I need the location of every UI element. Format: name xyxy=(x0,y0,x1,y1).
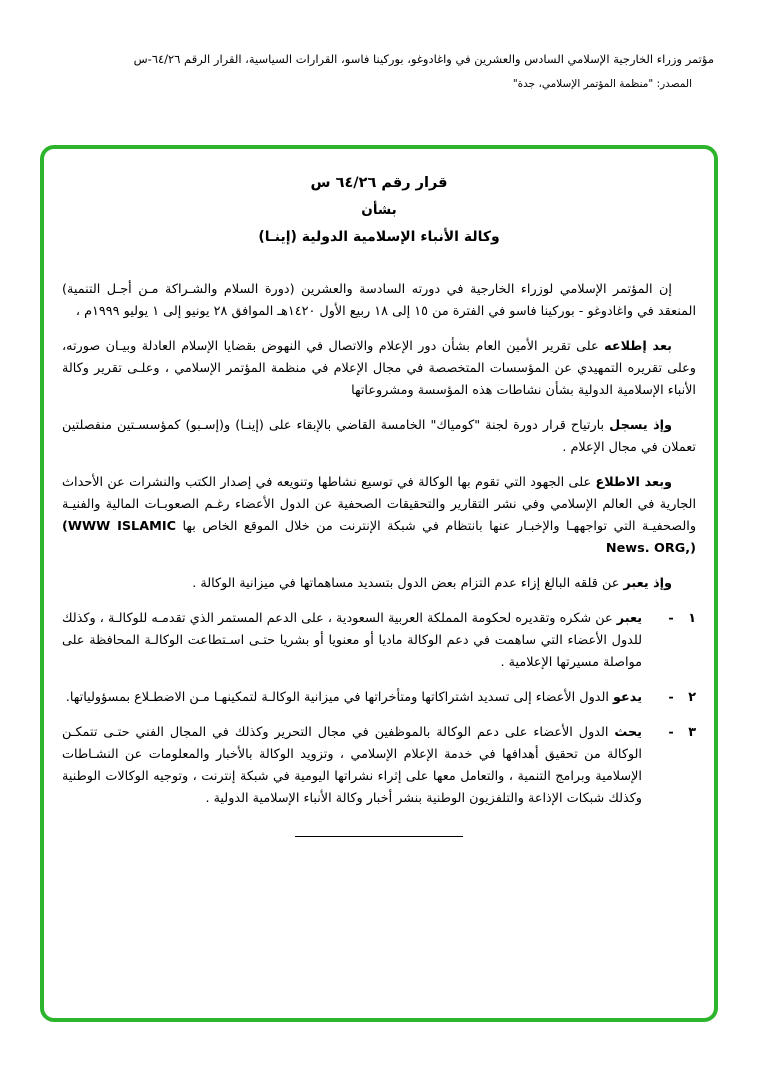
item-body: عن شكره وتقديره لحكومة المملكة العربية السعودية ، على الدعم المستمر الذي تقدمـه للوكالـة ، وكذلك للدول الأعضاء التي ساهمت في دعم الوكالة ماديا أو معنويا أو بشريا حتـى اسـتطاعت الوكالـة المحافظة على مواصلة مسيرتها الإعلامية . xyxy=(62,611,642,670)
paragraph-lead: بعد إطلاعه xyxy=(604,339,672,354)
website-url-text: (WWW ISLAMIC News. ORG,) xyxy=(62,519,696,556)
end-divider xyxy=(295,836,463,837)
item-text xyxy=(62,608,642,674)
item-number: ٢ - xyxy=(668,690,696,705)
list-item xyxy=(62,608,696,674)
item-number: ٣ - xyxy=(668,725,696,740)
header-publisher-line: المصدر: "منظمة المؤتمر الإسلامي، جدة" xyxy=(512,78,692,90)
paragraph-expressing-concern xyxy=(62,573,696,595)
paragraph-having-reviewed-efforts xyxy=(62,472,696,560)
item-lead: يدعو xyxy=(613,690,642,705)
item-lead: يعبر xyxy=(616,611,642,626)
header-source-line: مؤتمر وزراء الخارجية الإسلامي السادس والعشرين في واغادوغو، بوركينا فاسو، القرارات السياسية، القرار الرقم ٦٤/٢٦-س xyxy=(133,52,714,66)
list-item xyxy=(62,687,696,709)
paragraph-text: على الجهود التي تقوم بها الوكالة في توسيع نشاطها وتنويعه في إصدار الكتب والنشرات عن الأحداث الجارية في العالم الإسلامي وفي نشر التقارير والتحقيقات الصحفية عن الدول الأعضاء رغـم الصعوبـات المالية والفنيـة والصحفيـة التي تواجههـا والإخبـار عنها بانتظام في شبكة الإنترنت من خلال الموقع الخاص بها xyxy=(62,475,696,534)
paragraph-after-review xyxy=(62,336,696,402)
paragraph-preamble xyxy=(62,279,696,323)
item-body: الدول الأعضاء إلى تسديد اشتراكاتها ومتأخراتها في ميزانية الوكالـة لتمكينهـا مـن الاضطـلاع بمسؤولياتها. xyxy=(65,690,609,705)
paragraph-text: عن قلقه البالغ إزاء عدم التزام بعض الدول بتسديد مساهماتها في ميزانية الوكالة . xyxy=(192,576,620,591)
document-body xyxy=(44,149,714,837)
resolution-subject-title: وكالة الأنباء الإسلامية الدولية (إينـا) xyxy=(258,229,500,245)
resolution-title-block xyxy=(62,175,696,245)
paragraph-text: على تقرير الأمين العام بشأن دور الإعلام والاتصال في النهوض بقضايا الإسلام العادلة وبيـان صورته، وعلى تقريره التمهيدي عن المؤسسات المتخصصة في مجال الإعلام في منظمة المؤتمر الإسلامي ، وعلـى تقرير وكالة الأنباء الإسلامية الدولية بشأن نشاطات هذه المؤسسة ومشروعاتها xyxy=(62,339,696,398)
resolution-number-title: قرار رقم ٦٤/٢٦ س xyxy=(310,175,448,191)
page-header xyxy=(40,52,714,90)
paragraph-noting-with-satisfaction xyxy=(62,415,696,459)
document-frame xyxy=(40,145,718,1022)
list-item xyxy=(62,722,696,810)
item-text xyxy=(62,722,642,810)
operative-clauses-list xyxy=(62,608,696,810)
paragraph-lead: وإذ يعبر xyxy=(623,576,672,591)
paragraph-lead: وبعد الاطلاع xyxy=(595,475,672,490)
paragraph-text: إن المؤتمر الإسلامي لوزراء الخارجية في دورته السادسة والعشرين (دورة السلام والشـراكة مـن أجـل التنمية) المنعقد في واغادوغو - بوركينا فاسو في الفترة من ١٥ إلى ١٨ ربيع الأول ١٤٢٠هـ الموافق ٢٨ يونيو إلى ١ يوليو ١٩٩٩م ، xyxy=(62,282,696,319)
item-number: ١ - xyxy=(668,611,696,626)
item-body: الدول الأعضاء على دعم الوكالة بالموظفين في مجال التحرير وكذلك في المجال الفني حتـى تتمكـن الوكالة من تحقيق أهدافها في خدمة الإعلام الإسلامي ، وتزويد الوكالة بالأخبار والمعلومات عن النشـاطات الإسلامية وبرامج التنمية ، والتعامل معها على إثراء نشراتها اليومية في شبكة إنترنت ، وتوجيه الوكالات الوطنية وكذلك شبكات الإذاعة والتلفزيون الوطنية بنشر أخبار وكالة الأنباء الإسلامية الدولية . xyxy=(62,725,642,806)
resolution-subject-word: بشأن xyxy=(361,202,397,218)
item-lead: يحث xyxy=(614,725,642,740)
paragraph-text: بارتياح قرار دورة لجنة "كومياك" الخامسة القاضي بالإبقاء على (إينـا) و(إسـبو) كمؤسسـتين منفصلتين تعملان في مجال الإعلام . xyxy=(62,418,696,455)
paragraph-lead: وإذ يسجل xyxy=(609,418,672,433)
item-text xyxy=(62,687,642,709)
